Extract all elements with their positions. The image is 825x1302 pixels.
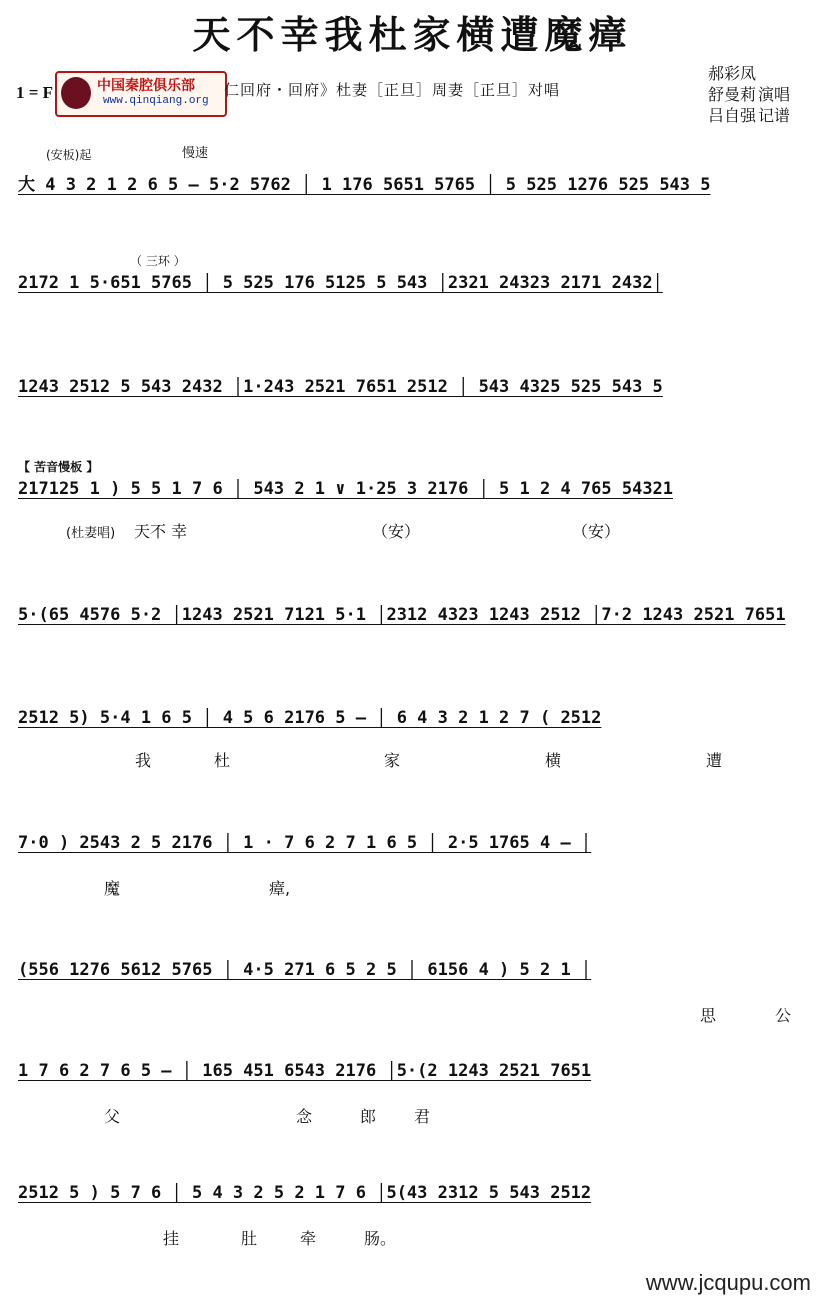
- credits: [708, 63, 790, 126]
- lyric-char: 肚: [241, 1229, 258, 1248]
- site-watermark: www.jcqupu.com: [645, 1270, 811, 1295]
- lyric-char: 肠。: [364, 1229, 397, 1248]
- score-line-1: 大 4 3 2 1 2 6 5 — 5·2 5762 │ 1 176 5651 5765 │ 5 525 1276 525 543 5: [18, 175, 711, 195]
- lyric-char: 念: [296, 1107, 313, 1126]
- lyric-char: 思: [700, 1006, 717, 1025]
- tempo-mark-mansu: 慢速: [182, 146, 209, 161]
- lyric-char: 杜: [214, 751, 231, 770]
- lyric-char: 魔: [104, 879, 121, 898]
- lyric-char: 遭: [706, 751, 723, 770]
- key-signature: 1 = F: [16, 83, 54, 102]
- lyric-char: 公: [775, 1006, 792, 1025]
- score-line-9: 1 7 6 2 7 6 5 — │ 165 451 6543 2176 │5·(2 1243 2521 7651: [18, 1061, 592, 1081]
- score-line-2: 2172 1 5·651 5765 │ 5 525 176 5125 5 543 │2321 24323 2171 2432│: [18, 273, 663, 293]
- tempo-mark-anban: (安板)起: [46, 148, 92, 162]
- lyric-char: 家: [384, 751, 401, 770]
- lyric-an-1: （安）: [372, 522, 421, 541]
- lyric-char: 我: [135, 751, 152, 770]
- lyric-char: 父: [104, 1107, 121, 1126]
- score-line-4: 217125 1 ) 5 5 1 7 6 │ 543 2 1 ∨ 1·25 3 2176 │ 5 1 2 4 765 54321: [18, 479, 674, 499]
- logo-emblem-icon: [61, 77, 91, 109]
- transcribe-role: 记谱: [758, 106, 791, 125]
- page-title: 天不幸我杜家横遭魔瘴: [192, 12, 633, 57]
- score-line-8: (556 1276 5612 5765 │ 4·5 271 6 5 2 5 │ 6156 4 ) 5 2 1 │: [18, 960, 592, 980]
- mark-sanhuan: （ 三环 ）: [130, 254, 186, 268]
- lyric-char: 瘴,: [269, 879, 291, 898]
- score-line-6: 2512 5) 5·4 1 6 5 │ 4 5 6 2176 5 — │ 6 4 3 2 1 2 7 ( 2512: [18, 708, 602, 728]
- logo-url: www.qinqiang.org: [103, 95, 209, 107]
- mark-kuyin: 【 苦音慢板 】: [18, 460, 99, 474]
- score-line-7: 7·0 ) 2543 2 5 2176 │ 1 · 7 6 2 7 1 6 5 │ 2·5 1765 4 — │: [18, 833, 592, 853]
- singer-label: (杜妻唱): [66, 526, 116, 541]
- lyric-an-2: （安）: [572, 522, 621, 541]
- lyric-char: 君: [414, 1107, 431, 1126]
- lyric-char: 郎: [360, 1107, 377, 1126]
- lyric-char: 牵: [300, 1229, 317, 1248]
- score-line-10: 2512 5 ) 5 7 6 │ 5 4 3 2 5 2 1 7 6 │5(43 2312 5 543 2512: [18, 1183, 592, 1203]
- logo-name: 中国秦腔俱乐部: [97, 78, 195, 94]
- lyric-char: 挂: [163, 1229, 180, 1248]
- score-line-5: 5·(65 4576 5·2 │1243 2521 7121 5·1 │2312 4323 1243 2512 │7·2 1243 2521 7651: [18, 605, 786, 625]
- performer-2: 舒曼莉: [708, 85, 757, 104]
- lyric-char: 横: [545, 751, 562, 770]
- lyric-line4: 天不 幸: [134, 522, 188, 541]
- performer-1: 郝彩凤: [708, 64, 757, 83]
- perform-role: 演唱: [758, 85, 791, 104]
- site-logo: [55, 71, 227, 117]
- subtitle: 仁回府・回府》杜妻［正旦］周妻［正旦］对唱: [224, 81, 561, 99]
- score-line-3: 1243 2512 5 543 2432 │1·243 2521 7651 2512 │ 543 4325 525 543 5: [18, 377, 663, 397]
- transcriber: 吕自强: [708, 106, 757, 125]
